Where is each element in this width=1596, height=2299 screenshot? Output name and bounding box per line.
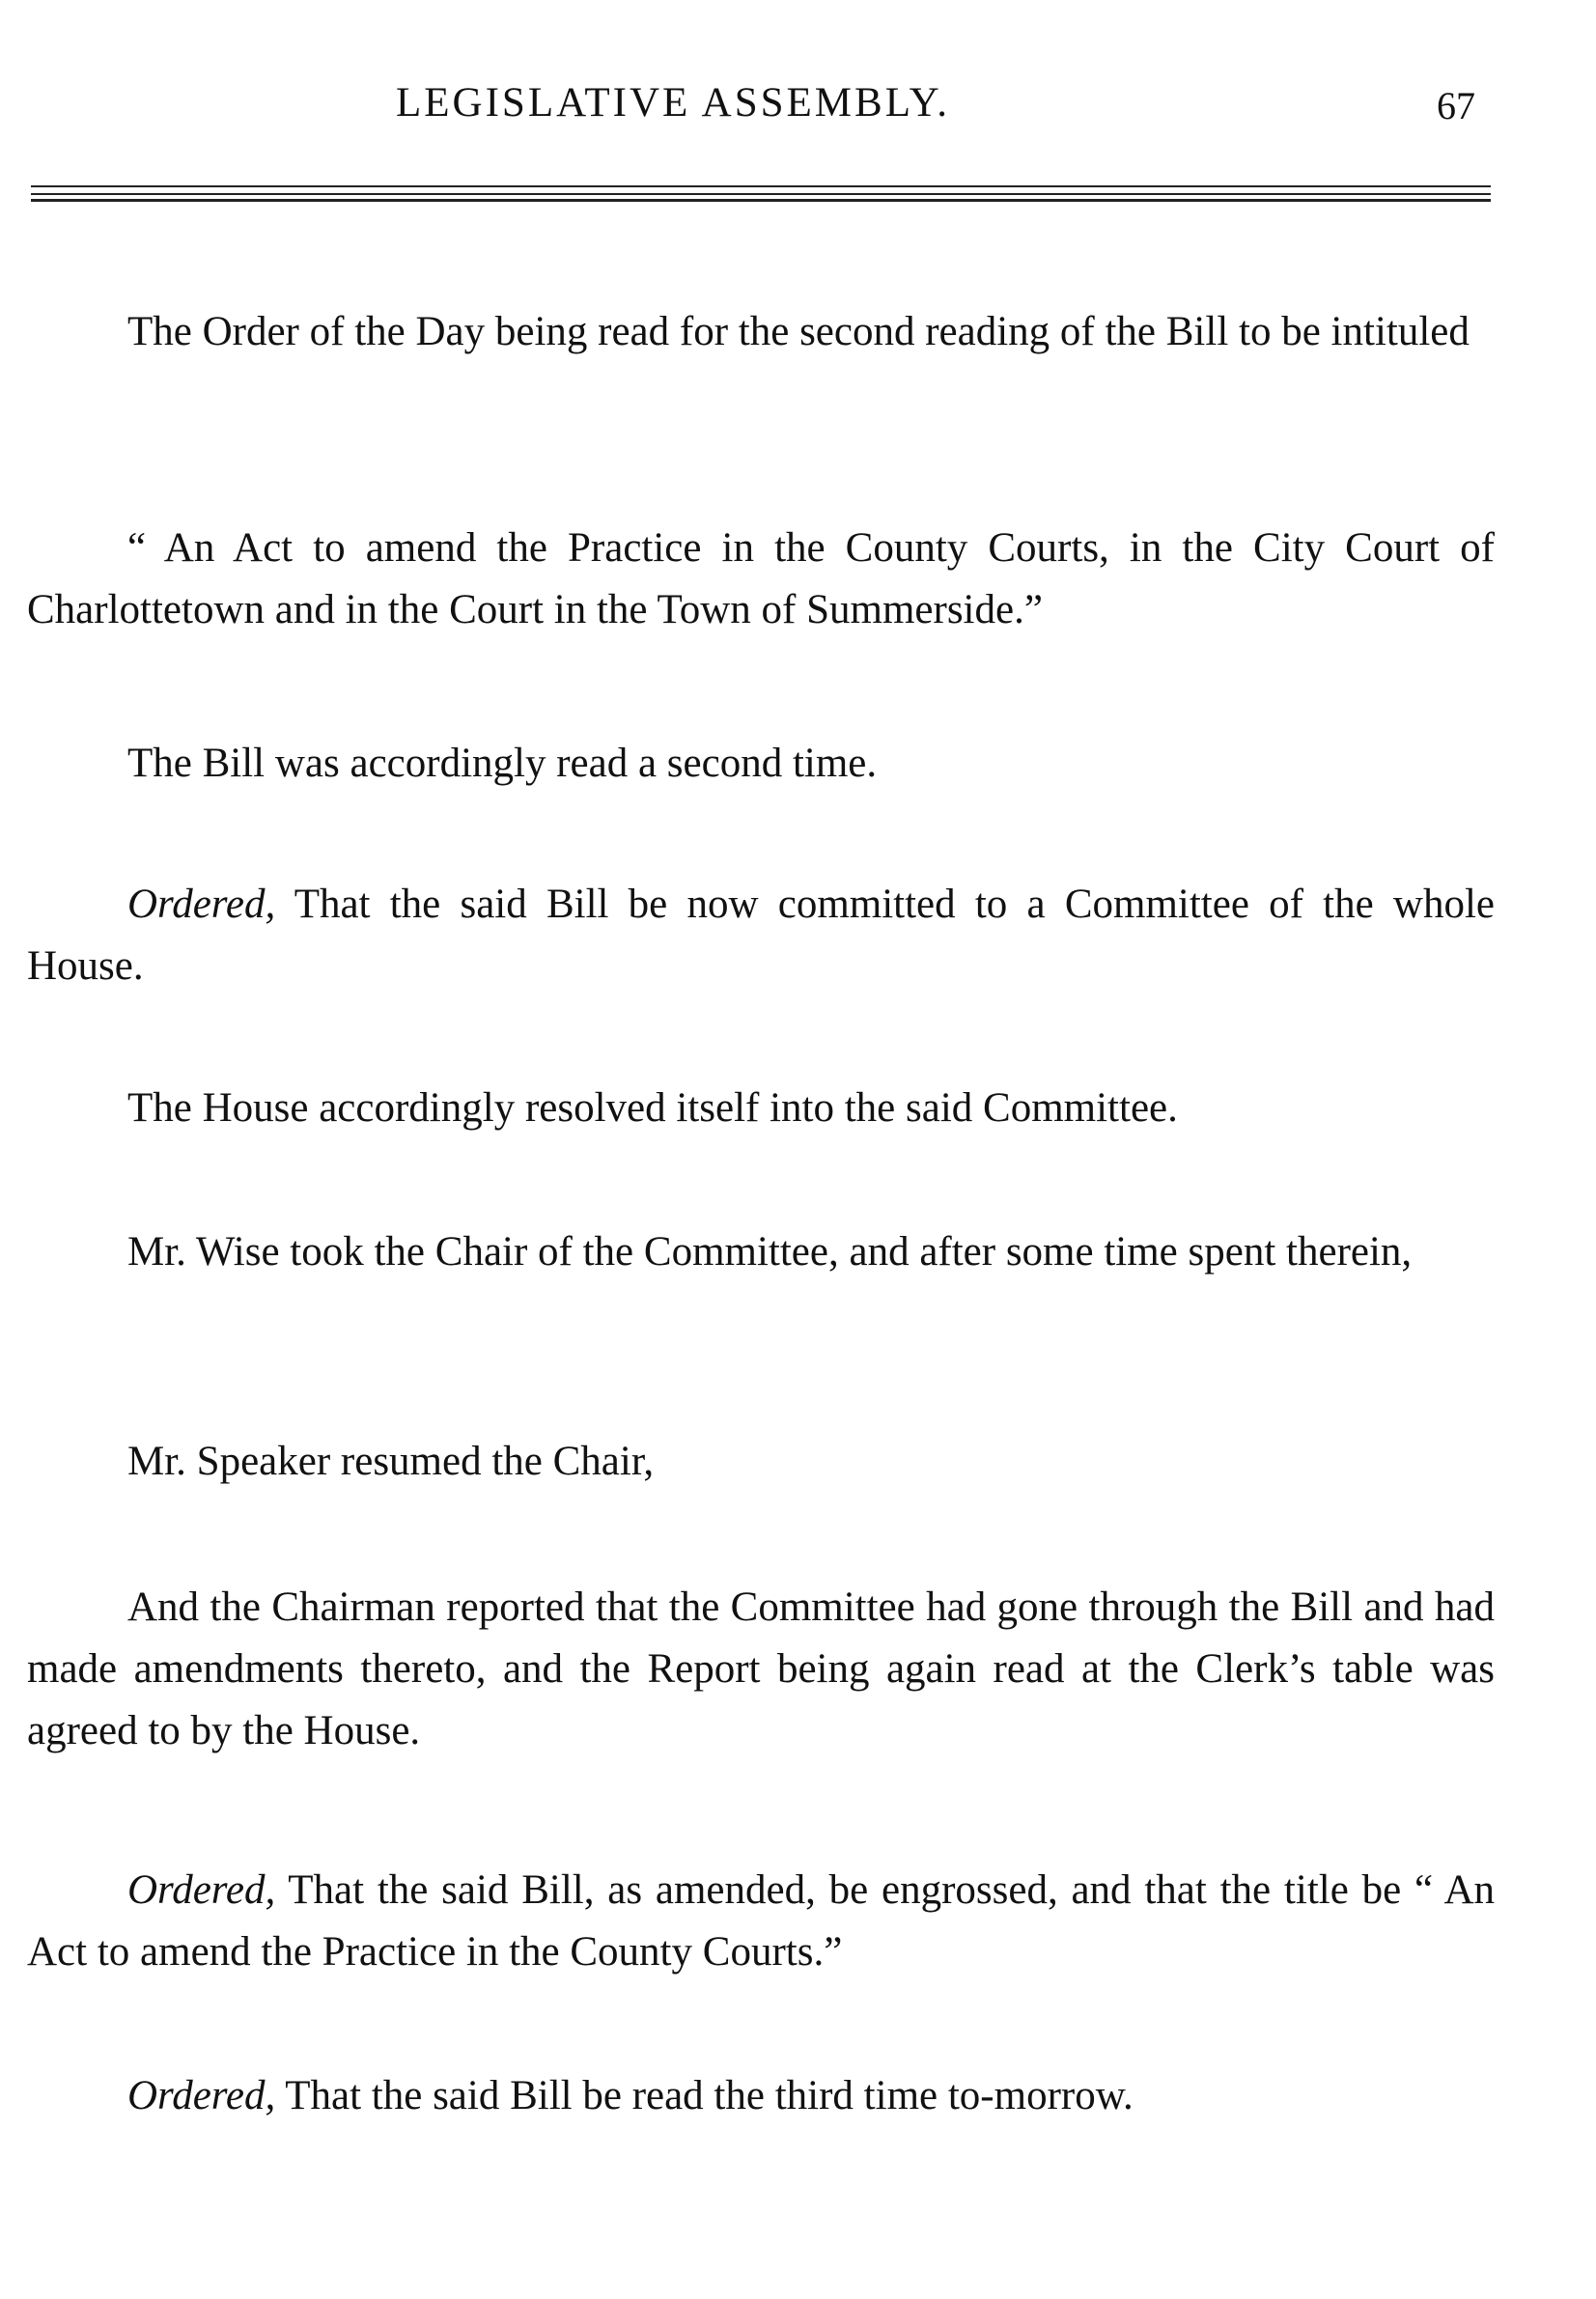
paragraph-order-of-day	[27, 301, 1495, 363]
paragraph-text: The Order of the Day being read for the second reading of the Bill to be intituled	[127, 309, 1470, 354]
paragraph-bill-title	[27, 518, 1495, 641]
paragraph-speaker-resumed	[27, 1431, 1495, 1493]
header-rule	[31, 199, 1491, 202]
paragraph-text: Mr. Wise took the Chair of the Committee, and after some time spent therein,	[127, 1229, 1413, 1275]
header-rule	[31, 185, 1491, 187]
paragraph-resolved-committee	[27, 1078, 1495, 1139]
paragraph-text: The House accordingly resolved itself into the said Committee.	[127, 1085, 1178, 1131]
paragraph-text: Mr. Speaker resumed the Chair,	[127, 1439, 655, 1484]
ordered-label: Ordered,	[127, 882, 276, 927]
paragraph-ordered-third-reading	[27, 2065, 1495, 2127]
paragraph-text: The Bill was accordingly read a second time.	[127, 741, 878, 786]
paragraph-text: And the Chairman reported that the Committee had gone through the Bill and had made amendments thereto, and the Report being again read at the Clerk’s table was agreed to by the House.	[27, 1584, 1495, 1753]
paragraph-ordered-committed	[27, 874, 1495, 997]
header-rule	[31, 193, 1491, 195]
paragraph-second-reading	[27, 733, 1495, 795]
paragraph-text: That the said Bill be now committed to a Committee of the whole House.	[27, 882, 1495, 989]
paragraph-text: That the said Bill, as amended, be engrossed, and that the title be “ An Act to amend the Practice in the County Courts.”	[27, 1867, 1495, 1975]
ordered-label: Ordered,	[127, 1867, 276, 1913]
paragraph-chairman-report	[27, 1577, 1495, 1762]
ordered-label: Ordered,	[127, 2073, 276, 2118]
page-header	[0, 79, 1596, 137]
running-title: LEGISLATIVE ASSEMBLY.	[396, 80, 950, 126]
page-number: 67	[1437, 84, 1475, 127]
paragraph-ordered-engrossed	[27, 1860, 1495, 1983]
paragraph-text: “ An Act to amend the Practice in the County Courts, in the City Court of Charlottetown and in the Court in the Town of Summerside.”	[27, 525, 1495, 632]
paragraph-text: That the said Bill be read the third time to-morrow.	[275, 2073, 1134, 2118]
paragraph-wise-chair	[27, 1221, 1495, 1283]
